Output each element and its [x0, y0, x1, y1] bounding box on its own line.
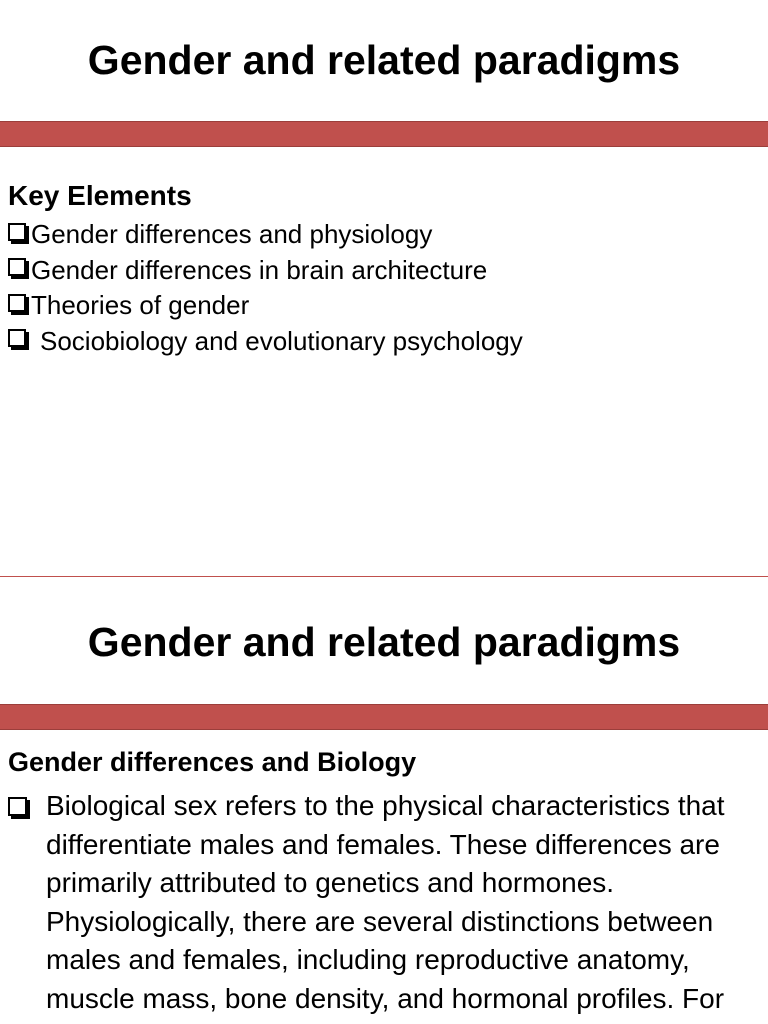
- bullet-list: [8, 217, 523, 359]
- bullet-text: Gender differences in brain architecture: [31, 254, 488, 285]
- check-box-icon: [8, 258, 26, 276]
- accent-band: [0, 704, 768, 730]
- paragraph-line: differentiate males and females. These differences are: [46, 828, 720, 860]
- section-heading: Key Elements: [8, 180, 192, 211]
- paragraph-line: primarily attributed to genetics and hormones.: [46, 867, 615, 898]
- section-heading: Gender differences and Biology: [8, 747, 417, 777]
- bullet-list: [8, 787, 763, 1018]
- slide-title: Gender and related paradigms: [87, 619, 681, 665]
- slide-2: [0, 576, 768, 1024]
- list-item: [8, 253, 523, 289]
- check-box-icon: [8, 223, 26, 241]
- paragraph-line: Biological sex refers to the physical characteristics that: [46, 790, 725, 821]
- slide-title: Gender and related paradigms: [87, 37, 681, 83]
- list-item: [8, 787, 763, 1018]
- check-box-icon: [8, 797, 27, 816]
- bullet-text: Sociobiology and evolutionary psychology: [40, 325, 523, 356]
- list-item: [8, 324, 523, 360]
- list-item: [8, 288, 523, 324]
- check-box-icon: [8, 329, 26, 347]
- bullet-text: Theories of gender: [31, 290, 250, 321]
- accent-band: [0, 121, 768, 147]
- paragraph-line: Physiologically, there are several distinctions between: [46, 905, 714, 937]
- paragraph: [46, 787, 725, 1018]
- paragraph-line: males and females, including reproductive anatomy,: [46, 944, 690, 975]
- check-box-icon: [8, 294, 26, 312]
- bullet-text: Gender differences and physiology: [31, 219, 433, 250]
- paragraph-line: muscle mass, bone density, and hormonal profiles. For: [46, 982, 725, 1014]
- list-item: [8, 217, 523, 253]
